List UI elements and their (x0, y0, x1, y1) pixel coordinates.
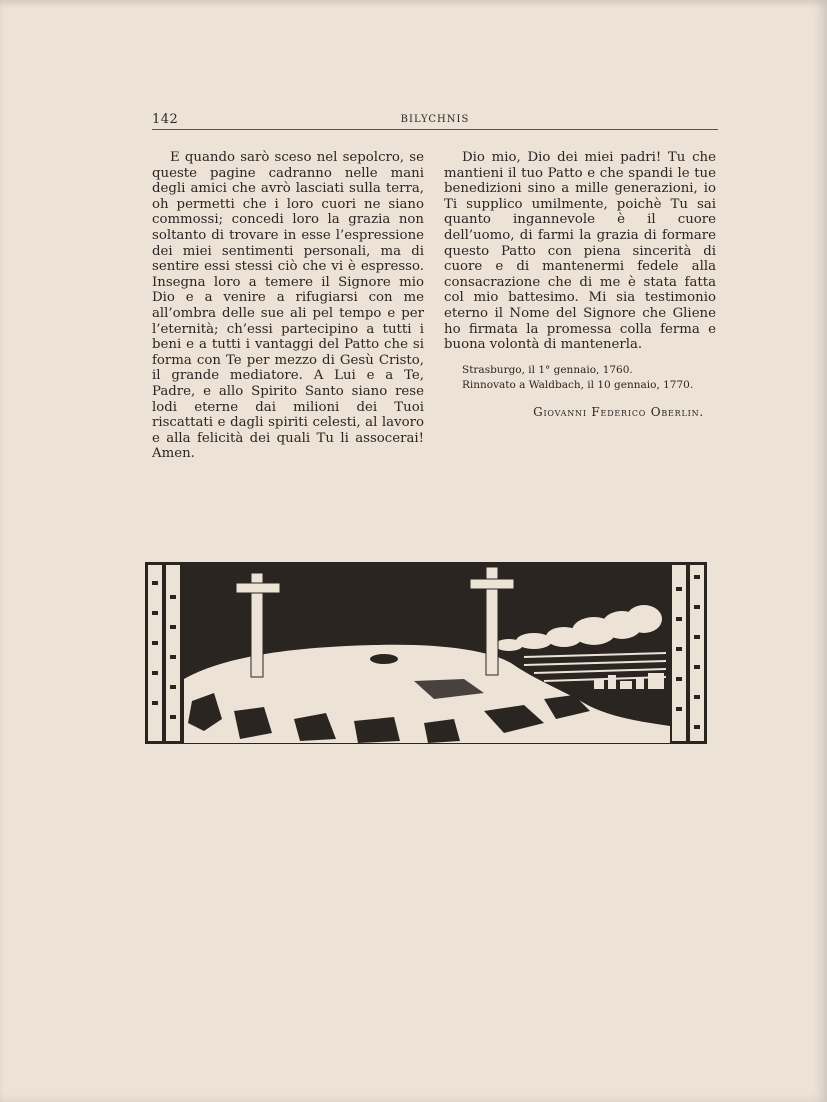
right-column (444, 150, 716, 420)
date-waldbach: Rinnovato a Waldbach, il 10 gennaio, 1770. (462, 378, 694, 391)
running-title: BILYCHNIS (400, 114, 470, 125)
left-column (152, 150, 424, 462)
dates-block (444, 363, 716, 393)
page-number: 142 (152, 112, 179, 127)
left-paragraph: E quando sarò sceso nel sepolcro, se queste pagine cadranno nelle mani degli amici che avrò lasciati sulla terra, oh permetti che i loro cuori ne siano commossi; concedi loro la grazia non soltanto di trovare in esse l’espressione dei miei sentimenti personali, ma di sentire essi stessi ciò che vi è espresso. Insegna loro a temere il Signore mio Dio e a venire a rifugiarsi con me all’ombra delle sue ali pel tempo e per l’eternità; ch’essi partecipino a tutti i beni e a tutti i vantaggi del Patto che si forma con Te per mezzo di Gesù Cristo, il grande mediatore. A Lui e a Te, Padre, e allo Spirito Santo siano rese lodi eterne dai milioni dei Tuoi riscattati e dagli spiriti celesti, al lavoro e alla felicità dei quali Tu li assocerai! Amen. (152, 150, 424, 462)
woodcut-illustration (144, 561, 708, 745)
signature: Giovanni Federico Oberlin. (533, 404, 704, 419)
date-strasburgo: Strasburgo, il 1° gennaio, 1760. (462, 363, 633, 376)
header-rule (152, 129, 718, 130)
right-paragraph: Dio mio, Dio dei miei padri! Tu che mantieni il tuo Patto e che spandi le tue benedizioni sino a mille generazioni, io Ti supplico umilmente, poichè Tu sai quanto ingannevole è il cuore dell’uomo, di farmi la grazia di formare questo Patto con piena sincerità di cuore e di mantenermi fedele alla consacrazione che di me è stata fatta col mio battesimo. Mi sia testimonio eterno il Nome del Signore che Gliene ho firmata la promessa colla ferma e buona volontà di mantenerla. (444, 150, 716, 353)
